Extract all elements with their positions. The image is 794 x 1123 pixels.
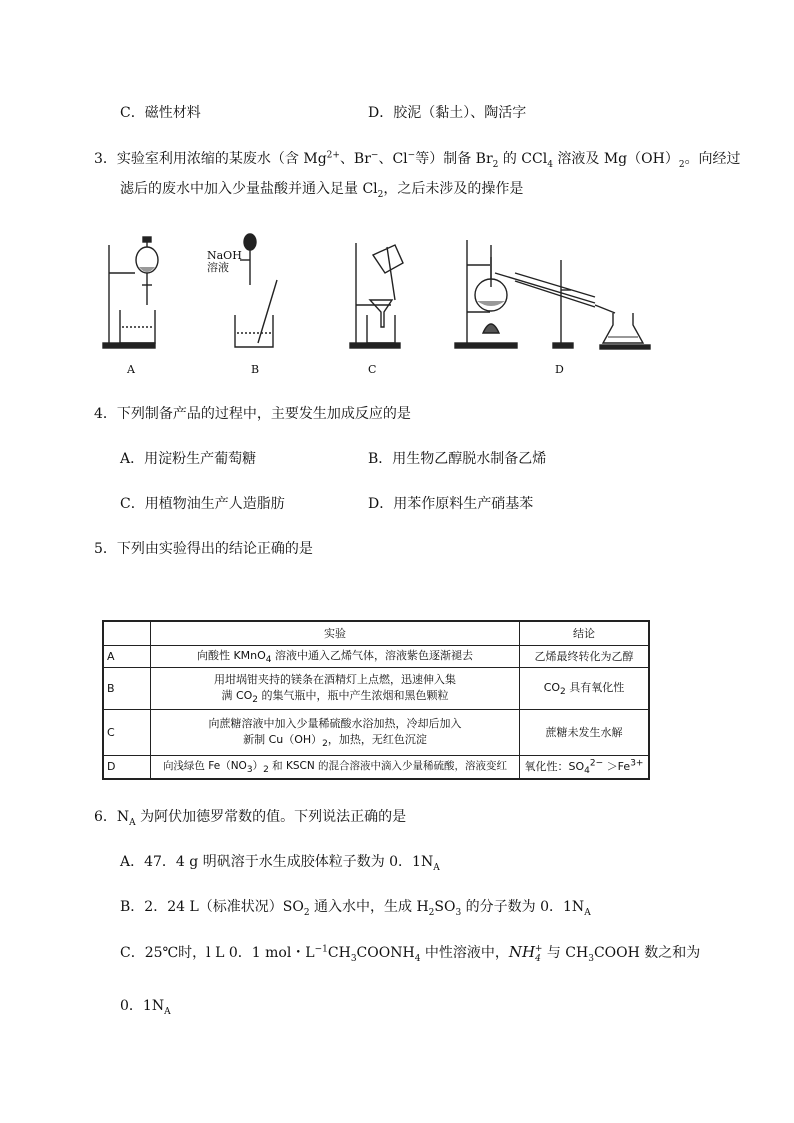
experiment-table — [102, 620, 650, 780]
row-key: D — [103, 755, 151, 779]
row-conclusion: 乙烯最终转化为乙醇 — [520, 645, 650, 667]
q6-option-c: C．25℃时，l L 0．1 mol・$L^{-1}CH_3COONH_4$ 中性溶液中，$NH_4^+$ 与 $CH_3COOH$ 数之和为 — [120, 943, 701, 964]
q6-stem: 6．$N_A$ 为阿伏加德罗常数的值。下列说法正确的是 — [94, 809, 407, 828]
label-a: A — [127, 363, 135, 376]
q4-option-d: D．用苯作原料生产硝基苯 — [368, 496, 534, 512]
header-experiment: 实验 — [151, 621, 520, 645]
row-experiment: 向酸性 KMnO$_4$ 溶液中通入乙烯气体，溶液紫色逐渐褪去 — [151, 645, 520, 667]
q5-stem: 5．下列由实验得出的结论正确的是 — [94, 541, 313, 557]
row-key: A — [103, 645, 151, 667]
apparatus-figure — [95, 215, 655, 355]
apparatus-a-separatory-funnel — [103, 237, 158, 348]
table-row — [103, 755, 649, 779]
row-experiment: 向浅绿色 $Fe(NO_3)_2$ 和 KSCN 的混合溶液中滴入少量稀硫酸，溶液变红 — [151, 755, 520, 779]
apparatus-c-filtration — [350, 243, 403, 348]
label-c: C — [368, 363, 377, 376]
table-row — [103, 645, 649, 667]
row-conclusion: 氧化性：$SO_4^{2-} >Fe^{3+}$ — [520, 755, 650, 779]
table-header-row — [103, 621, 649, 645]
label-b: B — [251, 363, 260, 376]
table-row — [103, 667, 649, 709]
q6-option-b: B．2．24 L（标准状况）$SO_2$ 通入水中，生成 $H_2SO_3$ 的分子数为 0．$1N_A$ — [120, 899, 591, 918]
q2-option-d: D．胶泥（黏土）、陶活字 — [368, 105, 527, 121]
table-row — [103, 709, 649, 755]
q4-option-a: A．用淀粉生产葡萄糖 — [120, 451, 257, 467]
row-experiment: 用坩埚钳夹持的镁条在酒精灯上点燃，迅速伸入集 满 $CO_2$ 的集气瓶中，瓶中产生浓烟和黑色颗粒 — [151, 667, 520, 709]
q2-option-c: C．磁性材料 — [120, 105, 201, 121]
q4-stem: 4．下列制备产品的过程中，主要发生加成反应的是 — [94, 406, 411, 422]
row-conclusion: $CO_2$ 具有氧化性 — [520, 667, 650, 709]
label-d: D — [555, 363, 564, 376]
naoh-label: NaOH 溶液 — [207, 249, 242, 274]
apparatus-d-distillation — [455, 240, 650, 349]
row-experiment: 向蔗糖溶液中加入少量稀硫酸水浴加热，冷却后加入 新制 $Cu(OH)_2$，加热，无红色沉淀 — [151, 709, 520, 755]
q3-stem-line2: 滤后的废水中加入少量盐酸并通入足量 $Cl_2$，之后未涉及的操作是 — [120, 181, 524, 200]
header-blank — [103, 621, 151, 645]
header-conclusion: 结论 — [520, 621, 650, 645]
q4-option-b: B．用生物乙醇脱水制备乙烯 — [368, 451, 547, 467]
q6-option-a: A．47．4 g 明矾溶于水生成胶体粒子数为 0．$1N_A$ — [120, 854, 440, 873]
q3-stem-line1: 3．实验室利用浓缩的某废水（含 $Mg^{2+}$、Br−、Cl−等）制备 $Br_2$ 的 CCl$_4$ 溶液及 $Mg(OH)_2$。向经过 — [94, 150, 741, 170]
q6-option-c-line2: 0．$1N_A$ — [120, 998, 171, 1017]
row-key: C — [103, 709, 151, 755]
row-key: B — [103, 667, 151, 709]
row-conclusion: 蔗糖未发生水解 — [520, 709, 650, 755]
q4-option-c: C．用植物油生产人造脂肪 — [120, 496, 285, 512]
